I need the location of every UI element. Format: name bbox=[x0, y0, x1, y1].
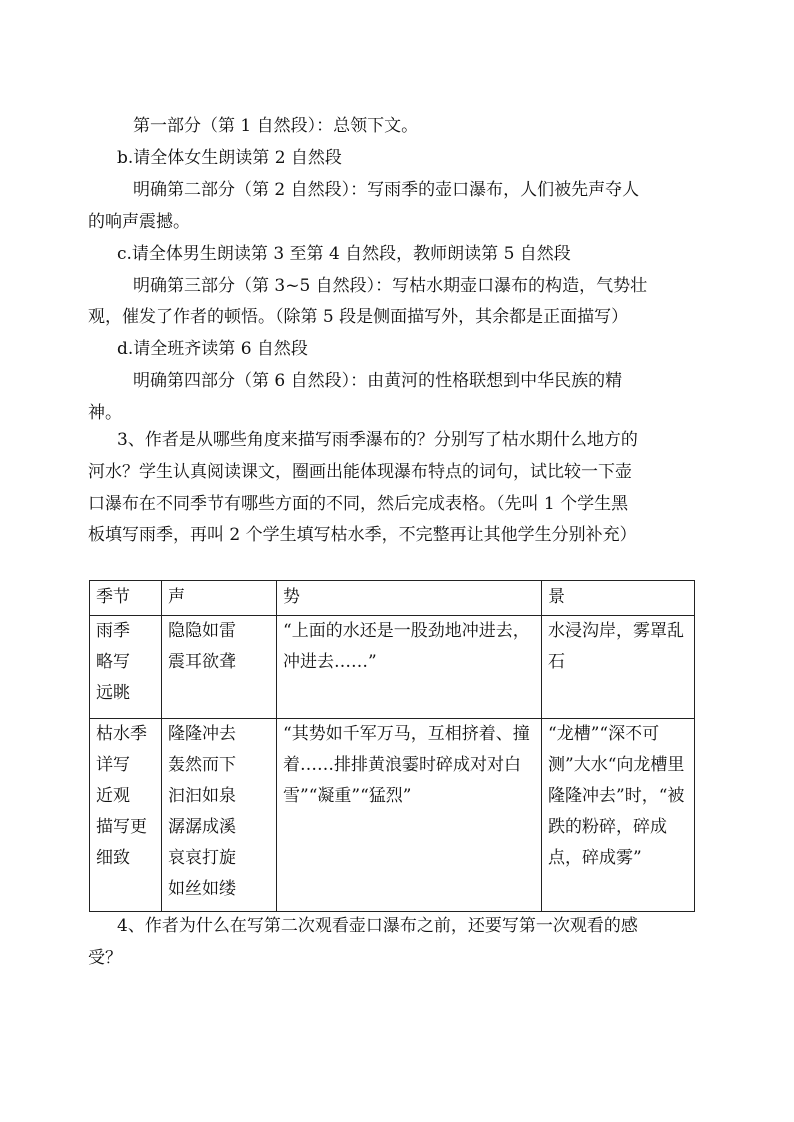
cell-rainy-season bbox=[90, 616, 162, 719]
question-4-line1: 4、作者为什么在写第二次观看壶口瀑布之前，还要写第一次观看的感 bbox=[117, 916, 638, 936]
dry-season-line: 细致 bbox=[96, 848, 130, 868]
paragraph-part-two-line2: 的响声震撼。 bbox=[88, 212, 190, 232]
cell-dry-season bbox=[90, 719, 162, 912]
header-scene: 景 bbox=[542, 581, 695, 616]
comparison-table bbox=[89, 580, 695, 912]
table-header-row bbox=[90, 581, 695, 616]
dry-season-line: 近观 bbox=[96, 786, 130, 806]
rainy-season-line: 略写 bbox=[96, 652, 130, 672]
paragraph-part-three-line2: 观，催发了作者的顿悟。（除第 5 段是侧面描写外，其余都是正面描写） bbox=[88, 307, 629, 327]
rainy-season-line: 雨季 bbox=[96, 621, 130, 641]
table-row-dry bbox=[90, 719, 695, 912]
paragraph-girls-read: b.请全体女生朗读第 2 自然段 bbox=[117, 148, 342, 168]
dry-sound-line: 轰然而下 bbox=[168, 755, 236, 775]
dry-sound-line: 汩汩如泉 bbox=[168, 786, 236, 806]
rainy-season-line: 远眺 bbox=[96, 683, 130, 703]
rainy-sound-line: 隐隐如雷 bbox=[168, 621, 236, 641]
cell-dry-scene: “龙槽”“深不可测”大水“向龙槽里隆隆冲去”时，“被跌的粉碎，碎成点，碎成雾” bbox=[542, 719, 695, 912]
rainy-sound-line: 震耳欲聋 bbox=[168, 652, 236, 672]
cell-dry-sound bbox=[162, 719, 277, 912]
header-sound: 声 bbox=[162, 581, 277, 616]
question-3-line4: 板填写雨季，再叫 2 个学生填写枯水季，不完整再让其他学生分别补充） bbox=[88, 525, 637, 545]
dry-season-line: 枯水季 bbox=[96, 724, 147, 744]
cell-dry-momentum: “其势如千军万马，互相挤着、撞着……排排黄浪霎时碎成对对白雪”“凝重”“猛烈” bbox=[277, 719, 542, 912]
dry-sound-line: 如丝如缕 bbox=[168, 879, 236, 899]
dry-season-line: 描写更 bbox=[96, 817, 147, 837]
table-row-rainy bbox=[90, 616, 695, 719]
header-season: 季节 bbox=[90, 581, 162, 616]
dry-sound-line: 哀哀打旋 bbox=[168, 848, 236, 868]
paragraph-part-three-line1: 明确第三部分（第 3~5 自然段）：写枯水期壶口瀑布的构造，气势壮 bbox=[133, 276, 648, 296]
paragraph-part-four-line2: 神。 bbox=[88, 403, 122, 423]
question-3-line3: 口瀑布在不同季节有哪些方面的不同，然后完成表格。（先叫 1 个学生黑 bbox=[88, 494, 629, 514]
paragraph-part-one: 第一部分（第 1 自然段）：总领下文。 bbox=[133, 116, 419, 136]
paragraph-part-two-line1: 明确第二部分（第 2 自然段）：写雨季的壶口瀑布，人们被先声夺人 bbox=[133, 180, 640, 200]
question-3-line1: 3、作者是从哪些角度来描写雨季瀑布的？分别写了枯水期什么地方的 bbox=[117, 430, 638, 450]
cell-rainy-scene: 水浸沟岸，雾罩乱石 bbox=[542, 616, 695, 719]
paragraph-class-read: d.请全班齐读第 6 自然段 bbox=[117, 339, 308, 359]
dry-season-line: 详写 bbox=[96, 755, 130, 775]
dry-sound-line: 隆隆冲去 bbox=[168, 724, 236, 744]
paragraph-boys-read: c.请全体男生朗读第 3 至第 4 自然段，教师朗读第 5 自然段 bbox=[117, 244, 571, 264]
dry-sound-line: 潺潺成溪 bbox=[168, 817, 236, 837]
paragraph-part-four-line1: 明确第四部分（第 6 自然段）：由黄河的性格联想到中华民族的精 bbox=[133, 371, 623, 391]
cell-rainy-sound bbox=[162, 616, 277, 719]
question-3-line2: 河水？学生认真阅读课文，圈画出能体现瀑布特点的词句，试比较一下壶 bbox=[88, 462, 632, 482]
cell-rainy-momentum: “上面的水还是一股劲地冲进去，冲进去……” bbox=[277, 616, 542, 719]
question-4-line2: 受？ bbox=[88, 948, 122, 968]
header-momentum: 势 bbox=[277, 581, 542, 616]
